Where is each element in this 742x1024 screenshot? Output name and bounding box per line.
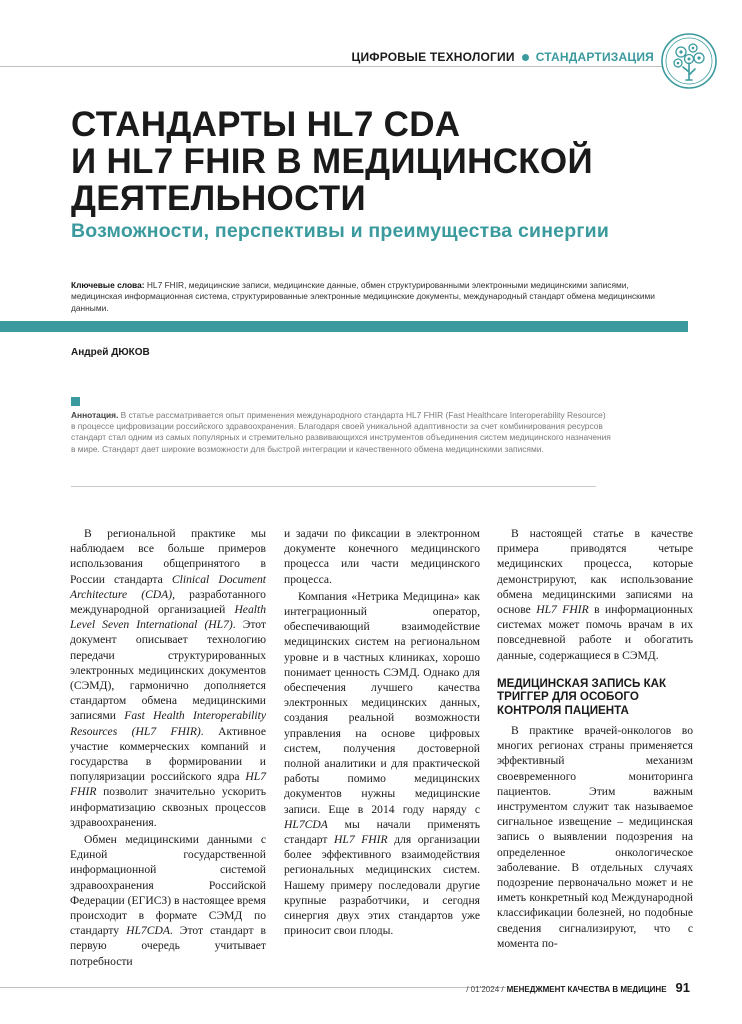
annotation-label: Аннотация. [71, 410, 119, 420]
text-run: Обмен медицинскими данными с Единой государственной информационной системой здравоохранения Российской Федерации (ЕГИСЗ) в настоящее время происходит в формате СЭМД по стандарту [70, 833, 266, 938]
keywords-block [71, 280, 671, 314]
annotation-marker [71, 397, 80, 406]
paragraph [284, 589, 480, 939]
annotation-rule [71, 486, 596, 487]
keywords-label: Ключевые слова: [71, 280, 145, 290]
article-subtitle: Возможности, перспективы и преимущества синергии [71, 220, 610, 242]
header-rule [0, 66, 662, 67]
title-line: И HL7 FHIR В МЕДИЦИНСКОЙ [71, 142, 593, 181]
text-run: в информационных системах может помочь врачам в их повседневной работе и обогатить данные, содержащиеся в СЭМД. [497, 603, 694, 662]
italic-term: Health Level Seven International (HL7) [70, 603, 266, 632]
text-run: . Этот документ описывает технологию передачи структурированных электронных медицинских документов (СЭМД), гармонично дополняется стандартом обмена медицинскими записями [70, 618, 266, 723]
paragraph [497, 526, 693, 663]
italic-term: HL7CDA [126, 924, 170, 938]
page-number: 91 [675, 980, 690, 995]
gear-tree-icon [660, 32, 718, 90]
italic-term: HL7 FHIR [536, 603, 589, 617]
text-run: . Этот стандарт в первую очередь учитывает потребности [70, 924, 266, 968]
text-run: В настоящей статье в качестве примера приводятся четыре медицинских процесса, которые демонстрируют, как использование обмена медицинскими записями на основе [497, 527, 693, 617]
category-separator-dot [522, 54, 529, 61]
issue-number: / 01’2024 / [466, 985, 504, 994]
keywords-text: HL7 FHIR, медицинские записи, медицинские данные, обмен структурированными электронными медицинскими записями, медицинская информационная система, структурированные электронные медицинские документы, международный стандарт обмена медицинскими данными. [71, 280, 655, 313]
footer-rule [0, 987, 506, 988]
page-footer [466, 980, 690, 995]
article-title [71, 106, 711, 217]
category-primary: ЦИФРОВЫЕ ТЕХНОЛОГИИ [351, 50, 515, 64]
text-column-2 [284, 526, 480, 940]
text-run: для организации более эффективного взаимодействия региональных медицинских систем. Нашему примеру последовали другие крупные разработчики, и сегодня синергия двух этих стандартов уже приносит свои плоды. [284, 833, 480, 938]
annotation-text: В статье рассматривается опыт применения международного стандарта HL7 FHIR (Fast Healthcare Interoperability Resource) в процессе цифровизации российского здравоохранения. Благодаря своей уникальной адаптивности за счет комбинирования ресурсов стандарт стал одним из самых популярных и стремительно развивающихся инструментов объединения систем медицинского назначения в мире. Стандарт дает широкие возможности для быстрой интеграции и качественного обмена медицинскими записями. [71, 410, 611, 454]
paragraph [70, 832, 266, 969]
italic-term: HL7 FHIR [70, 770, 266, 799]
italic-term: Clinical Document Architecture (CDA) [70, 572, 266, 601]
italic-term: Fast Health Interoperability Resources (HL7 FHIR) [70, 709, 266, 738]
title-line: ДЕЯТЕЛЬНОСТИ [71, 179, 366, 218]
text-run: . Активное участие коммерческих компаний и государства в формировании и популяризации российского ядра [70, 724, 266, 784]
text-column-1 [70, 526, 266, 971]
paragraph: В практике врачей-онкологов во многих регионах страны применяется эффективный механизм своевременного мониторинга пациентов. Этим важным инструментом служит так называемое сигнальное извещение – медицинская запись о выявлении подозрения на определенное онкологическое заболевание. В отдельных случаях подозрение первоначально может и не иметь конкретный код Международной классификации болезней, но подобные сведения сигнализируют, что с момента по- [497, 724, 693, 950]
text-run: , разработанного международной организацией [70, 587, 266, 617]
title-line: СТАНДАРТЫ HL7 CDA [71, 105, 461, 144]
paragraph [70, 526, 266, 830]
text-run: позволит значительно ускорить информатизацию сквозных процессов здравоохранения. [70, 785, 266, 829]
section-heading: МЕДИЦИНСКАЯ ЗАПИСЬ КАК ТРИГГЕР ДЛЯ ОСОБОГО КОНТРОЛЯ ПАЦИЕНТА [497, 676, 667, 717]
paragraph: и задачи по фиксации в электронном документе конечного медицинского процесса или части медицинского процесса. [284, 527, 480, 586]
accent-divider-bar [0, 321, 688, 332]
text-run: Компания «Нетрика Медицина» как интеграционный оператор, обеспечивающий взаимодействие медицинских систем на региональном уровне и в частных клиниках, хорошо понимает ценность СЭМД. Однако для обеспечения лучшего качества электронных медицинских данных, создания реальной возможности управления на основе цифровых систем, получения достоверной полной аналитики и для практической работы помимо медицинских документов нужны медицинские записи. Еще в 2014 году наряду с [284, 589, 480, 816]
text-run: мы начали применять стандарт [284, 817, 480, 847]
author-name: Андрей ДЮКОВ [71, 347, 150, 358]
category-secondary: СТАНДАРТИЗАЦИЯ [535, 50, 654, 64]
journal-name: МЕНЕДЖМЕНТ КАЧЕСТВА В МЕДИЦИНЕ [506, 985, 667, 994]
section-breadcrumb [351, 50, 654, 64]
text-run: В региональной практике мы наблюдаем все больше примеров использования общепринятого в России стандарта [70, 527, 266, 586]
italic-term: HL7CDA [284, 817, 328, 831]
text-column-3 [497, 526, 693, 953]
italic-term: HL7 FHIR [334, 833, 388, 847]
annotation-block [71, 410, 611, 455]
